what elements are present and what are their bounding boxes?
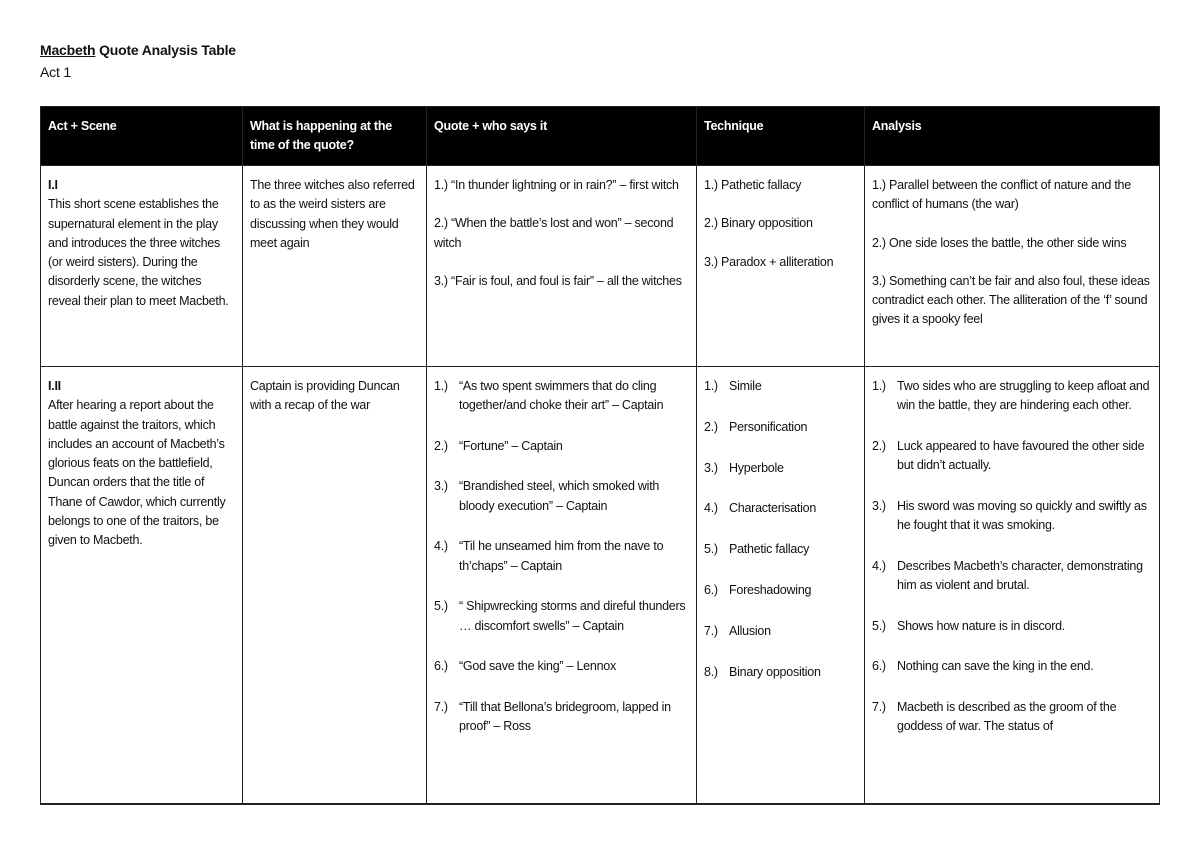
quote-item: 7.) “Till that Bellona’s bridegroom, lapped in proof” – Ross [434,699,671,734]
title-rest: Quote Analysis Table [95,42,236,58]
analysis-item: 2.) Luck appeared to have favoured the other side but didn’t actually. [872,438,1145,473]
analysis-item: 3.) His sword was moving so quickly and swiftly as he fought that it was smoking. [872,498,1147,533]
technique-item: 8.) Binary opposition [704,664,821,679]
scene-cell [41,166,243,367]
quote-item: 2.) “Fortune” – Captain [434,438,563,453]
technique-cell [697,367,865,805]
quote-item: 3.) “Fair is foul, and foul is fair” – all the witches [434,273,682,288]
technique-item: 1.) Simile [704,379,762,393]
scene-summary: After hearing a report about the battle against the traitors, which includes an account of Macbeth’s glorious feats on the battlefield, Duncan orders that the title of Thane of Cawdor, which currently belongs to one of the traitors, be given to Macbeth. [48,398,226,548]
technique-list [704,377,857,682]
quote-item: 2.) “When the battle’s lost and won” – second witch [434,216,674,250]
analysis-item: 1.) Parallel between the conflict of nature and the conflict of humans (the war) [872,178,1131,212]
scene-summary: This short scene establishes the supernatural element in the play and introduces the three witches (or weird sisters). During the disorderly scene, the witches reveal their plan to meet Macbeth. [48,197,229,308]
technique-item: 3.) Paradox + alliteration [704,254,834,269]
analysis-item: 2.) One side loses the battle, the other side wins [872,235,1127,250]
quotes-cell [427,367,697,805]
header-analysis: Analysis [865,107,1160,166]
technique-item: 2.) Personification [704,419,808,434]
table-row [41,367,1160,805]
analysis-item: 6.) Nothing can save the king in the end. [872,659,1094,674]
header-technique: Technique [697,107,865,166]
quote-item: 1.) “In thunder lightning or in rain?” – first witch [434,178,679,192]
technique-cell [697,166,865,367]
scene-id: I.II [48,379,61,393]
header-happening: What is happening at the time of the quote? [243,107,427,166]
document-title [40,42,236,58]
quote-item: 4.) “Til he unseamed him from the nave to th’chaps” – Captain [434,539,664,573]
title-play-name: Macbeth [40,42,96,58]
quote-item: 1.) “As two spent swimmers that do cling together/and choke their art” – Captain [434,379,664,413]
analysis-item: 5.) Shows how nature is in discord. [872,618,1066,633]
technique-item: 4.) Characterisation [704,501,817,516]
happening-text: The three witches also referred to as the weird sisters are discussing when they would meet again [250,178,415,250]
happening-cell [243,367,427,805]
quote-list [434,377,689,736]
happening-text: Captain is providing Duncan with a recap of the war [250,379,400,413]
analysis-list [872,377,1152,736]
scene-id: I.I [48,178,58,192]
analysis-item: 4.) Describes Macbeth’s character, demonstrating him as violent and brutal. [872,558,1143,592]
header-quote: Quote + who says it [427,107,697,166]
technique-item: 1.) Pathetic fallacy [704,178,802,192]
quotes-cell [427,166,697,367]
table-row [41,166,1160,367]
technique-item: 6.) Foreshadowing [704,582,812,597]
quote-item: 6.) “God save the king” – Lennox [434,659,616,674]
header-act-scene: Act + Scene [41,107,243,166]
quote-item: 5.) “ Shipwrecking storms and direful thunders … discomfort swells” – Captain [434,599,686,633]
analysis-item: 1.) Two sides who are struggling to keep afloat and win the battle, they are hindering each other. [872,379,1150,413]
quote-item: 3.) “Brandished steel, which smoked with bloody execution” – Captain [434,479,660,513]
happening-cell [243,166,427,367]
analysis-cell [865,166,1160,367]
technique-item: 2.) Binary opposition [704,216,813,231]
analysis-item: 3.) Something can’t be fair and also foul, these ideas contradict each other. The alliteration of the ‘f’ sound gives it a spooky feel [872,273,1150,327]
technique-item: 3.) Hyperbole [704,460,784,475]
quote-analysis-table [40,106,1160,805]
analysis-item: 7.) Macbeth is described as the groom of the goddess of war. The status of [872,699,1117,734]
scene-cell [41,367,243,805]
analysis-cell [865,367,1160,805]
document-subtitle: Act 1 [40,64,71,80]
table-header-row [41,107,1160,166]
technique-item: 5.) Pathetic fallacy [704,542,810,557]
technique-item: 7.) Allusion [704,623,771,638]
